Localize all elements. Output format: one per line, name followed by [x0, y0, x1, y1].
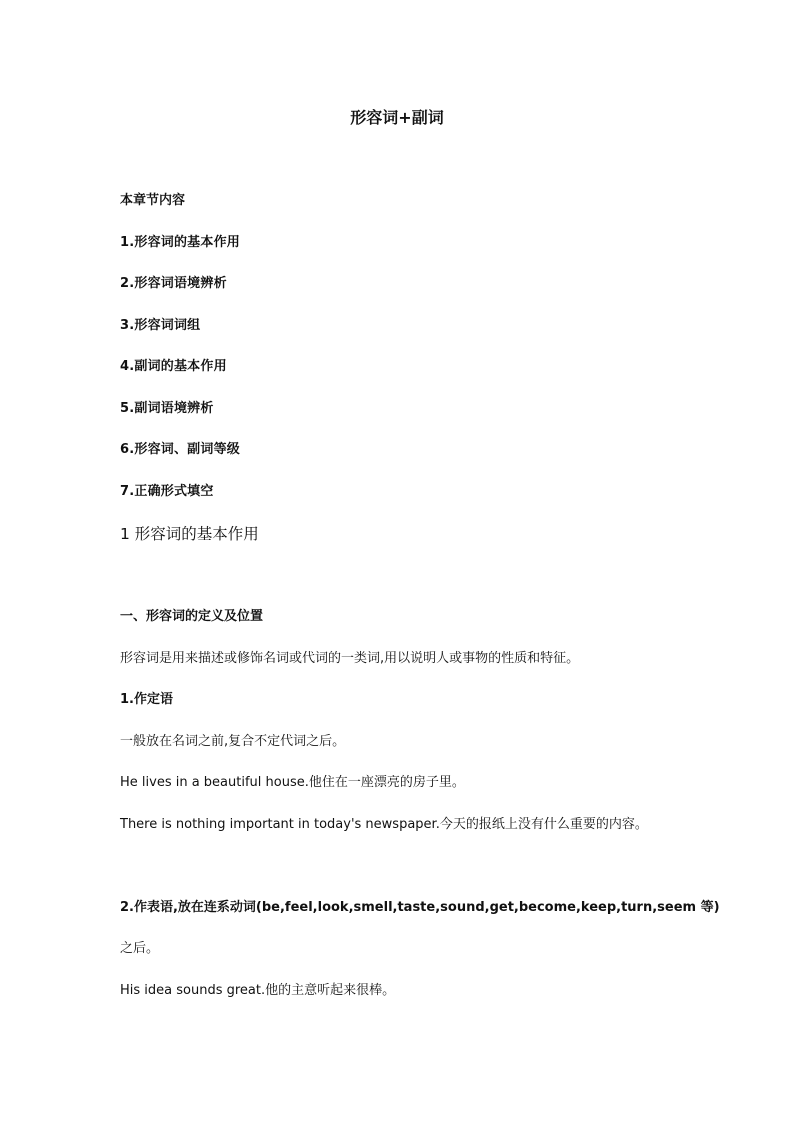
point2-title: 2.作表语,放在连系动词(be,feel,look,smell,taste,sound,get,become,keep,turn,seem 等)	[120, 900, 720, 915]
point1-example-2: There is nothing important in today's newspaper.今天的报纸上没有什么重要的内容。	[120, 817, 648, 832]
section-subheading: 一、形容词的定义及位置	[120, 609, 264, 624]
toc-item-4: 4.副词的基本作用	[120, 359, 227, 374]
point2-title-continuation: 之后。	[120, 941, 160, 956]
toc-item-3: 3.形容词词组	[120, 318, 201, 333]
point1-example-1: He lives in a beautiful house.他住在一座漂亮的房子里。	[120, 775, 465, 790]
toc-item-1: 1.形容词的基本作用	[120, 235, 240, 250]
chapter-heading: 1 形容词的基本作用	[120, 525, 259, 543]
toc-item-2: 2.形容词语境辨析	[120, 276, 227, 291]
toc-heading: 本章节内容	[120, 193, 186, 208]
point2-example-1: His idea sounds great.他的主意听起来很棒。	[120, 983, 396, 998]
definition-text: 形容词是用来描述或修饰名词或代词的一类词,用以说明人或事物的性质和特征。	[120, 651, 580, 666]
document-title: 形容词+副词	[350, 108, 444, 127]
point1-description: 一般放在名词之前,复合不定代词之后。	[120, 734, 346, 749]
toc-item-7: 7.正确形式填空	[120, 484, 214, 499]
toc-item-6: 6.形容词、副词等级	[120, 442, 240, 457]
toc-item-5: 5.副词语境辨析	[120, 401, 214, 416]
point1-title: 1.作定语	[120, 692, 173, 707]
